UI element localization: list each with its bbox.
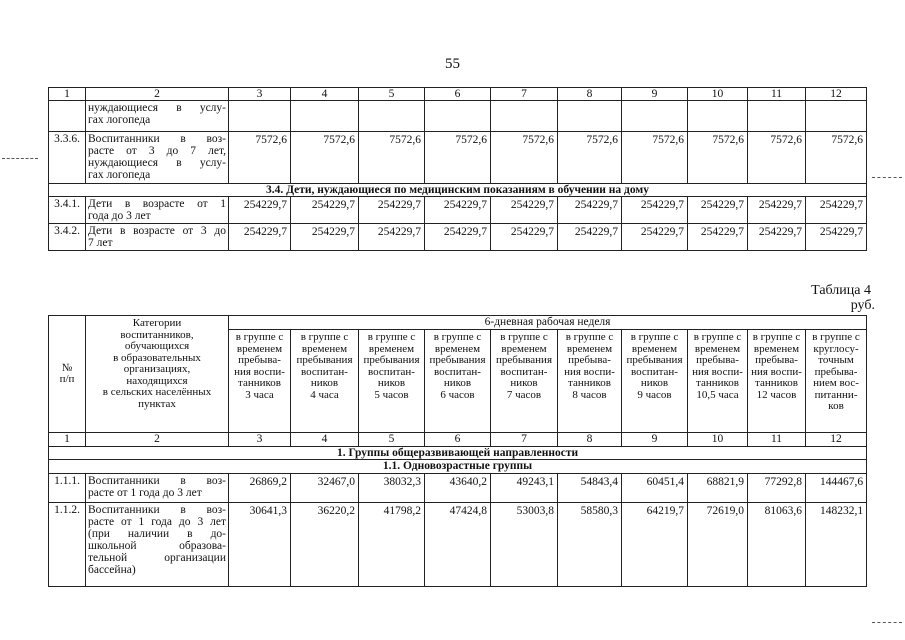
tariff-value	[806, 101, 867, 132]
text-line: временем	[631, 342, 678, 355]
page-number: 55	[445, 56, 460, 72]
column-number: 7	[491, 433, 558, 447]
tariff-value: 41798,2	[359, 503, 425, 587]
tariff-value: 7572,6	[622, 132, 688, 184]
text-line: круглосу-	[813, 342, 859, 355]
group-time-header	[491, 330, 558, 433]
table-row	[49, 474, 867, 503]
column-number: 8	[558, 433, 622, 447]
text-line: ников	[640, 377, 669, 389]
text-line: в группе с	[812, 331, 860, 343]
tariff-value: 32467,0	[291, 474, 359, 503]
margin-mark-left	[2, 158, 38, 159]
text-line: Дети в возрасте от 3 до	[88, 225, 226, 237]
header-row	[49, 316, 867, 330]
text-line: пребывания	[296, 354, 353, 366]
text-line: (при наличии в до-	[88, 528, 226, 540]
tariff-value: 7572,6	[359, 132, 425, 184]
tariff-value: 254229,7	[558, 197, 622, 224]
tariff-value: 7572,6	[229, 132, 291, 184]
column-number: 2	[86, 88, 229, 101]
column-number: 3	[229, 88, 291, 101]
category-header	[86, 316, 229, 433]
text-line: воспитан-	[500, 365, 548, 378]
margin-mark-right-lower	[872, 622, 902, 623]
column-number: 8	[558, 88, 622, 101]
tariff-value: 254229,7	[359, 224, 425, 251]
text-line: ния воспи-	[234, 365, 285, 378]
tariff-value: 144467,6	[806, 474, 867, 503]
text-line: в группе с	[565, 331, 614, 343]
text-line: №	[61, 361, 73, 374]
table-4	[48, 315, 867, 587]
tariff-value: 254229,7	[748, 224, 806, 251]
tariff-value: 43640,2	[425, 474, 491, 503]
tariff-value: 7572,6	[291, 132, 359, 184]
section-row	[49, 447, 867, 460]
column-number: 7	[491, 88, 558, 101]
text-line: ния воспи-	[564, 365, 615, 378]
text-line: расте от 1 года до 3 лет	[88, 516, 226, 528]
column-number: 5	[359, 433, 425, 447]
tariff-value: 53003,8	[491, 503, 558, 587]
tariff-value: 77292,8	[748, 474, 806, 503]
tariff-value: 254229,7	[748, 197, 806, 224]
text-line: гах логопеда	[88, 169, 151, 181]
text-line: пребывания	[429, 354, 486, 366]
text-line: находящихся	[126, 374, 188, 387]
text-line: Воспитанники в воз-	[88, 504, 226, 516]
text-line: Дети в возрасте от 1	[88, 198, 226, 210]
tariff-value: 30641,3	[229, 503, 291, 587]
tariff-value: 54843,4	[558, 474, 622, 503]
tariff-value: 7572,6	[748, 132, 806, 184]
row-number: 1.1.2.	[49, 503, 86, 587]
table-row	[49, 101, 867, 132]
text-line: бассейна)	[88, 564, 136, 576]
text-line: в группе с	[630, 331, 679, 343]
text-line: 10,5 часа	[696, 388, 739, 401]
tariff-value: 81063,6	[748, 503, 806, 587]
text-line: Воспитанники в воз-	[88, 133, 226, 145]
tariff-value: 254229,7	[806, 224, 867, 251]
tariff-value: 38032,3	[359, 474, 425, 503]
tariff-value: 49243,1	[491, 474, 558, 503]
text-line: воспитан-	[301, 365, 348, 378]
tariff-value: 254229,7	[558, 224, 622, 251]
table-row	[49, 197, 867, 224]
tariff-value: 254229,7	[491, 197, 558, 224]
text-line: ников	[377, 377, 406, 389]
text-line: танников	[238, 377, 281, 389]
text-line: нуждающиеся в услу-	[88, 102, 226, 114]
column-number: 12	[806, 433, 867, 447]
text-line: Категории	[132, 317, 182, 329]
text-line: в группе с	[752, 331, 801, 343]
text-line: нием вос-	[813, 377, 859, 389]
column-number: 5	[359, 88, 425, 101]
column-number: 11	[748, 433, 806, 447]
text-line: в образовательных	[113, 351, 201, 364]
text-line: пребывания	[363, 354, 420, 366]
text-line: в сельских населённых	[102, 386, 212, 398]
text-line: временем	[301, 342, 348, 355]
text-line: 8 часов	[572, 388, 607, 401]
text-line: 9 часов	[637, 388, 672, 401]
tariff-value: 64219,7	[622, 503, 688, 587]
text-line: расте от 3 до 7 лет,	[88, 145, 226, 157]
tariff-value: 254229,7	[622, 197, 688, 224]
group-time-header	[359, 330, 425, 433]
tariff-value	[229, 101, 291, 132]
text-line: временем	[753, 342, 800, 355]
table-row	[49, 503, 867, 587]
section-row	[49, 184, 867, 197]
text-line: воспитан-	[368, 365, 415, 378]
group-time-header	[622, 330, 688, 433]
column-number-row	[49, 433, 867, 447]
row-category	[86, 101, 229, 132]
group-time-header	[806, 330, 867, 433]
text-line: пребыва-	[696, 354, 739, 366]
text-line: воспитанников,	[120, 328, 194, 341]
tariff-value	[291, 101, 359, 132]
tariff-value: 58580,3	[558, 503, 622, 587]
column-number: 10	[688, 433, 748, 447]
tariff-value: 254229,7	[688, 224, 748, 251]
text-line: ния воспи-	[751, 365, 802, 378]
tariff-value: 254229,7	[229, 224, 291, 251]
tariff-value: 254229,7	[359, 197, 425, 224]
row-number: 1.1.1.	[49, 474, 86, 503]
row-category	[86, 132, 229, 184]
text-line: питанни-	[814, 388, 858, 401]
text-line: временем	[434, 342, 481, 355]
text-line: 3 часа	[245, 388, 274, 401]
row-number: 3.4.1.	[49, 197, 86, 224]
text-line: 4 часа	[310, 388, 339, 401]
text-line: 6 часов	[440, 388, 475, 401]
text-line: года до 3 лет	[88, 210, 151, 222]
tariff-value: 68821,9	[688, 474, 748, 503]
text-line: в группе с	[433, 331, 482, 343]
tariff-value: 60451,4	[622, 474, 688, 503]
text-line: пунктах	[138, 397, 176, 410]
text-line: ников	[443, 377, 472, 389]
text-line: 5 часов	[374, 388, 409, 401]
tariff-value: 7572,6	[558, 132, 622, 184]
text-line: гах логопеда	[88, 114, 151, 126]
tariff-value: 7572,6	[491, 132, 558, 184]
currency-unit: руб.	[850, 298, 875, 313]
margin-mark-right	[872, 177, 902, 178]
text-line: пребывания	[495, 354, 553, 366]
group-time-header	[748, 330, 806, 433]
tariff-value: 254229,7	[425, 224, 491, 251]
group-time-header	[291, 330, 359, 433]
column-number: 11	[748, 88, 806, 101]
text-line: танников	[755, 377, 798, 389]
text-line: пребыва-	[814, 365, 858, 378]
text-line: временем	[694, 342, 741, 355]
group-time-header	[425, 330, 491, 433]
text-line: в группе с	[500, 331, 548, 343]
text-line: ния воспи-	[692, 365, 743, 378]
text-line: обучающихся	[124, 340, 190, 352]
row-category	[86, 474, 229, 503]
tariff-value: 254229,7	[806, 197, 867, 224]
tariff-value: 254229,7	[229, 197, 291, 224]
tariff-value: 254229,7	[425, 197, 491, 224]
tariff-value	[359, 101, 425, 132]
text-line: нуждающиеся в услу-	[88, 157, 226, 169]
tariff-value: 7572,6	[806, 132, 867, 184]
column-number-row	[49, 88, 867, 101]
text-line: школьной образова-	[88, 540, 226, 552]
text-line: в группе с	[367, 331, 416, 343]
column-number: 4	[291, 433, 359, 447]
text-line: воспитан-	[631, 365, 678, 378]
tariff-value	[748, 101, 806, 132]
section-heading: 1.1. Одновозрастные группы	[49, 460, 867, 474]
tariff-value: 47424,8	[425, 503, 491, 587]
row-number: 3.4.2.	[49, 224, 86, 251]
text-line: танников	[568, 377, 611, 389]
tariff-value	[622, 101, 688, 132]
text-line: пребыва-	[755, 354, 798, 366]
number-header	[49, 316, 86, 433]
text-line: танников	[696, 377, 739, 389]
row-category	[86, 503, 229, 587]
column-number: 10	[688, 88, 748, 101]
tariff-value	[491, 101, 558, 132]
column-number: 9	[622, 88, 688, 101]
column-number: 2	[86, 433, 229, 447]
table-row	[49, 224, 867, 251]
text-line: 7 часов	[506, 388, 542, 401]
text-line: 7 лет	[88, 237, 113, 249]
group-time-header	[229, 330, 291, 433]
table-4-caption: Таблица 4	[811, 283, 871, 298]
tariff-value	[558, 101, 622, 132]
section-heading: 3.4. Дети, нуждающиеся по медицинским показаниям в обучении на дому	[49, 184, 867, 197]
text-line: п/п	[59, 373, 75, 385]
column-number: 1	[49, 88, 86, 101]
tariff-table-continued	[48, 87, 867, 251]
column-number: 3	[229, 433, 291, 447]
tariff-value	[688, 101, 748, 132]
tariff-value: 148232,1	[806, 503, 867, 587]
tariff-value: 254229,7	[291, 197, 359, 224]
text-line: воспитан-	[434, 365, 481, 378]
tariff-value: 254229,7	[291, 224, 359, 251]
column-number: 6	[425, 88, 491, 101]
text-line: временем	[236, 342, 283, 355]
column-number: 1	[49, 433, 86, 447]
text-line: ников	[510, 377, 538, 389]
tariff-value: 72619,0	[688, 503, 748, 587]
text-line: Воспитанники в воз-	[88, 475, 226, 487]
week-header: 6-дневная рабочая неделя	[229, 316, 867, 330]
tariff-value	[425, 101, 491, 132]
table-row	[49, 132, 867, 184]
column-number: 6	[425, 433, 491, 447]
section-row	[49, 460, 867, 474]
text-line: расте от 1 года до 3 лет	[88, 487, 202, 499]
text-line: 12 часов	[756, 388, 797, 401]
group-time-header	[558, 330, 622, 433]
text-line: ников	[310, 377, 339, 389]
row-category	[86, 197, 229, 224]
group-time-header	[688, 330, 748, 433]
section-heading: 1. Группы общеразвивающей направленности	[49, 447, 867, 460]
column-number: 4	[291, 88, 359, 101]
tariff-value: 254229,7	[491, 224, 558, 251]
row-category	[86, 224, 229, 251]
tariff-value: 7572,6	[425, 132, 491, 184]
text-line: точным	[818, 354, 854, 366]
text-line: организациях,	[123, 363, 191, 375]
row-number: 3.3.6.	[49, 132, 86, 184]
text-line: временем	[566, 342, 613, 355]
tariff-value: 36220,2	[291, 503, 359, 587]
column-number: 9	[622, 433, 688, 447]
column-number: 12	[806, 88, 867, 101]
tariff-value: 7572,6	[688, 132, 748, 184]
text-line: в группе с	[693, 331, 742, 343]
row-number	[49, 101, 86, 132]
text-line: в группе с	[235, 331, 284, 343]
tariff-value: 254229,7	[688, 197, 748, 224]
text-line: ков	[828, 400, 844, 412]
text-line: пребыва-	[238, 354, 281, 366]
tariff-value: 254229,7	[622, 224, 688, 251]
text-line: пребывания	[626, 354, 683, 366]
text-line: временем	[368, 342, 415, 355]
text-line: тельной организации	[88, 552, 226, 564]
text-line: в группе с	[300, 331, 349, 343]
text-line: пребыва-	[568, 354, 611, 366]
text-line: временем	[501, 342, 547, 355]
tariff-value: 26869,2	[229, 474, 291, 503]
